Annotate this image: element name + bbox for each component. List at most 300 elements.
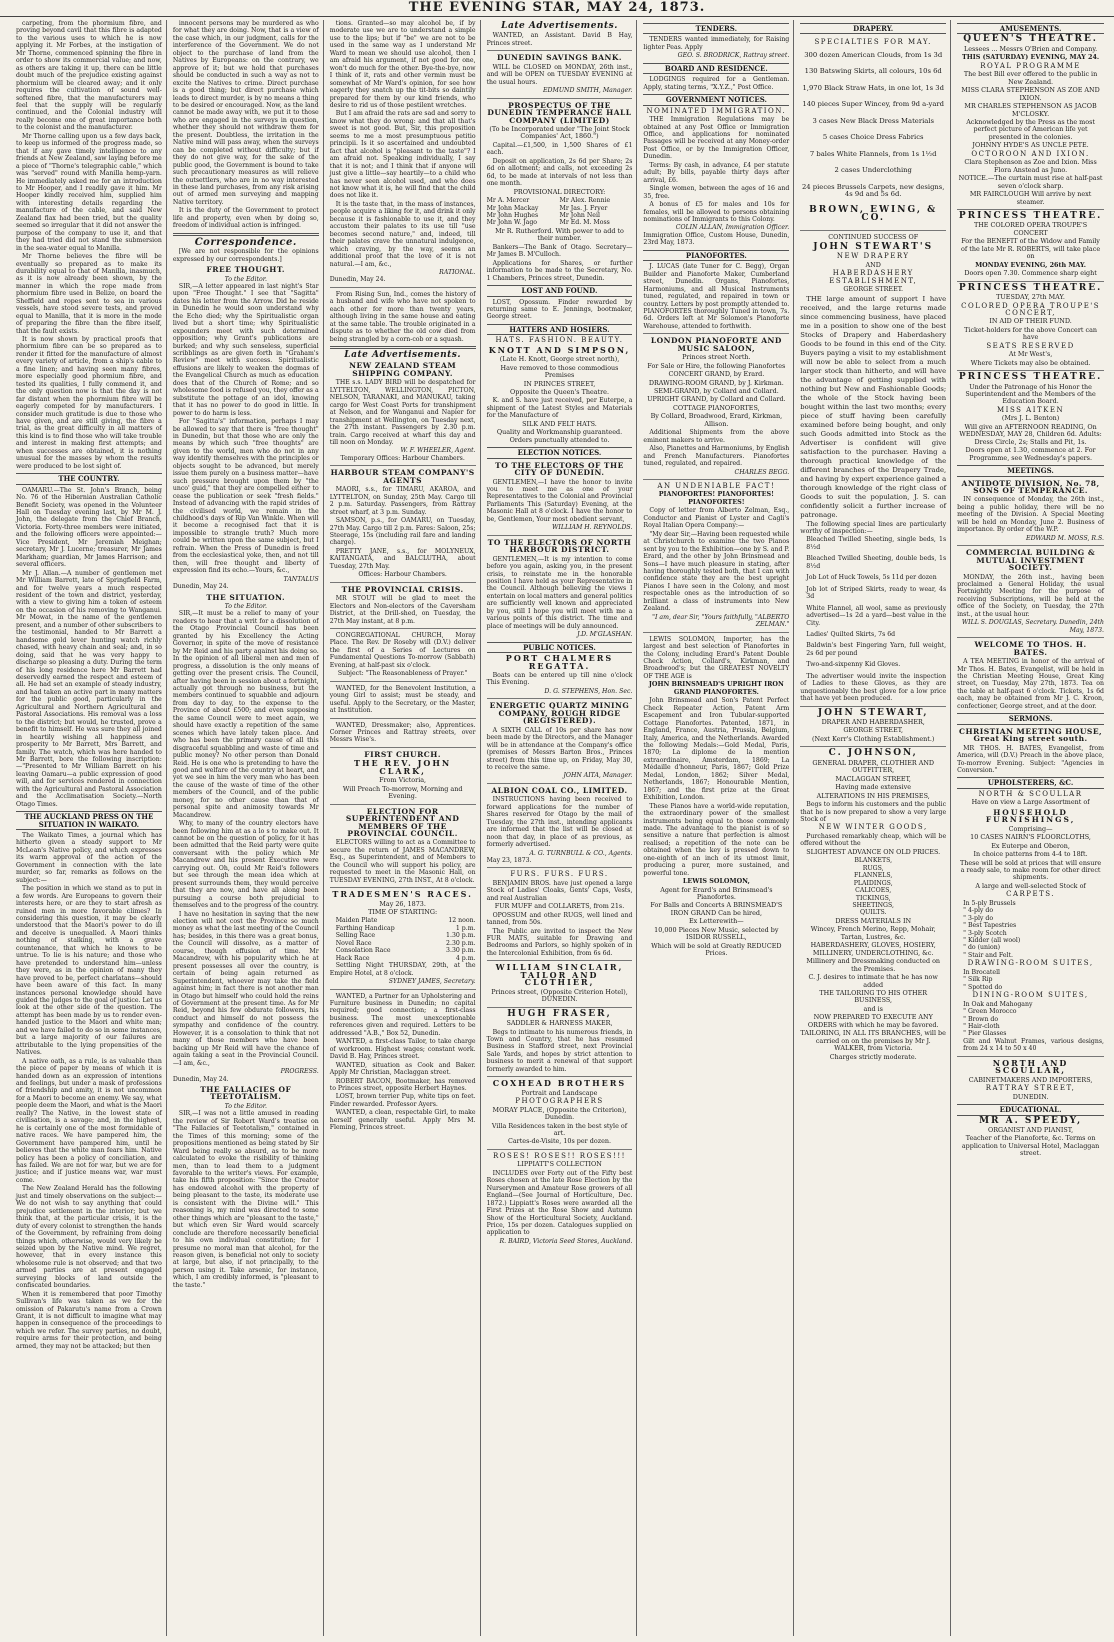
- letter-to: To the Editor.: [224, 1102, 267, 1110]
- divider: [643, 333, 789, 334]
- ad-text: TUESDAY, 27th MAY.: [996, 293, 1065, 302]
- ad-title: HARBOUR STEAM COMPANY'S AGENTS: [330, 468, 475, 485]
- carpet-item: " 3-ply do: [963, 914, 994, 922]
- ad-text: Clara Stephenson as Zoe and Ixion. Miss Flora Anstead as Juno.: [964, 158, 1097, 174]
- carpet-item: " Best Tapestries: [963, 922, 1017, 930]
- column-4: [485, 20, 638, 1636]
- ad-title: ALBION COAL CO., LIMITED.: [491, 785, 628, 795]
- letter-text: Why, to many of the country electors have been following him at as a lo s to make out. It cannot be on the question of policy, for it has been admitted that the Reid party were quite conversant with the policy which Mr Macandrew and his present Executive were carrying out. Oh, could Mr Reid's followers but see through the mean idea which at present surrounds them, they would perceive that they are now, and have all along been pursuing a course both prejudicial to themselves and to the progress of the country.: [172, 820, 319, 910]
- race-name: Hack Race: [335, 954, 370, 962]
- ad-title: HUGH FRASER,: [507, 1008, 612, 1019]
- ad-signature: SYDNEY JAMES, Secretary.: [388, 978, 476, 986]
- races-list: [336, 917, 476, 962]
- ad-text: IN AID OF THEIR FUND.: [989, 317, 1072, 326]
- late-advertisements-heading: Late Advertisements.: [501, 21, 618, 31]
- ad-text: Which will be sold at Greatly REDUCED Prices.: [651, 941, 782, 958]
- ad-signature: COLIN ALLAN, Immigration Officer.: [675, 224, 790, 232]
- divider: [330, 582, 476, 583]
- carpet-item: " Stair and Felt.: [963, 951, 1013, 959]
- ad-title: JOHN STEWART,: [817, 707, 929, 718]
- director-name: Mr John Hughes: [486, 211, 539, 219]
- director-name: Mr Ed. M. Moss: [559, 219, 610, 227]
- divider: [330, 804, 476, 805]
- ad-text: LEWIS SOLOMON, Importer, has the largest and best selection of Pianofortes in the Colony, including Erard's Patent Double Check Action, Collard's, Kirkman, and Broadwood's; but the GREATEST NOVELTY OF THE AGE is: [643, 635, 790, 680]
- ad-text: Acknowledged by the Press as the most perfect picture of American life yet presented in the colonies.: [966, 117, 1095, 141]
- race-row: [336, 932, 476, 939]
- ad-signature: WILL S. DOUGLAS, Secretary. Dunedin, 24th May, 1873.: [961, 619, 1104, 634]
- ad-text: MONDAY, the 26th inst., having been proclaimed a General Holiday, the usual Fortnightly Meeting for the purpose of receiving Subscriptions, will be held at the office of the Society, on Tuesday, the 27th inst., at the usual hour.: [957, 573, 1104, 618]
- disclaimer: [We are not responsible for the opinions expressed by our correspondents.]: [172, 248, 319, 263]
- ad-text: J. LUCAS (late Tuner for C. Begg), Organ Builder and Pianoforte Maker, Cumberland street, Dunedin. Organs, Pianofortes, Harmoniums, and all Musical Instruments tuned, regulated, and repaired in town or country. Letters by post promptly attended to. PIANOFORTES thoroughly Tuned in town, 7s. 6d. Orders left at Mr Solomon's Pianoforte Warehouse, attended to forthwith.: [643, 263, 790, 330]
- dining-suite-item: " Hair-cloth: [963, 1023, 1000, 1031]
- ad-text: WANTED, for the Benevolent Institution, a young Girl to assist; must be steady, and useful. Apply to the Secretary, or the Master, at Institution.: [329, 684, 476, 715]
- letter-title: FREE THOUGHT.: [206, 265, 286, 275]
- directors-list: [487, 197, 633, 227]
- column-7: [955, 20, 1108, 1636]
- ad-text: DRAPER AND HABERDASHER,: [821, 718, 925, 727]
- divider: [330, 989, 476, 990]
- ad-text: PHOTOGRAPHERS: [515, 1097, 604, 1106]
- ad-text: MAORI, s.s., for TIMARU, AKAROA, and LYTTELTON, on Sunday, 25th May. Cargo till 2 p.m. Saturday. Passengers, from Rattray street wharf, at 3 p.m. Sunday.: [329, 486, 476, 516]
- ad-title: JOHN BRINSMEAD'S UPRIGHT IRON GRAND PIANOFORTES.: [648, 680, 784, 696]
- ad-text: THIS (SATURDAY) EVENING, MAY 24.: [961, 53, 1100, 62]
- article-text: It is the duty of the Government to protect life and property, even when by doing so, freedom of individual action is infringed.: [172, 207, 319, 230]
- goods-item: BLANKETS,: [854, 857, 893, 865]
- article-text: The New Zealand Herald has the following just and timely observations on the subject:—We do not wish to say anything that could prejudice settlement in the interior; but we think that, at the particular crisis, it is the duty of every colonist to strengthen the hands of the Government, by refraining from doing things which, otherwise, would very likely be seized upon by the Native mind. We regret, however, that in every instance this wholesome rule is not observed; and that two armed parties are at present engaged surveying blocks of land outside the confiscated boundaries.: [16, 1185, 162, 1290]
- ad-title: HOUSEHOLD FURNISHINGS,: [985, 807, 1076, 825]
- ad-text: FUR MUFF and COLLARETS, from 21s.: [494, 902, 625, 911]
- ad-title: TO THE ELECTORS OF NORTH HARBOUR DISTRICT.: [487, 537, 632, 555]
- letter-text: I have no hesitation in saying that the new election will not cost the Province so much money as what the last meeting of the Council has; besides, in this there was a great bonus, the Council will dissolve, as a matter of course, though effusion of time. Mr Macandrew, with his popularity which he at present possesses all over the country, is certain of being again returned as Superintendent, whoever may take the field against him; in fact there is not another man in Otago but himself who could hold the reins of Government at the present time. As for Mr Reid, beyond his few obdurate followers, his conduct and himself do not possess the sympathy and confidence of the country. However, it is a consolation to think that not many of those members who have been backing up Mr Reid will have the chance of again taking a seat in the Provincial Council.—I am, &c.,: [172, 910, 319, 1067]
- ad-text: GENTLEMEN,—It is my intention to come before you again, asking you, in the present crisis, to reinstate me in the honorable position I have held as your Representative in the Council. Although believing the views I entertain on local matters and general politics are sufficiently well known and appreciated by you, still I hope you will meet with me a various points of this district. The time and place of meetings will be duly announced.: [486, 555, 633, 630]
- ad-text: MONDAY EVENING, 26th MAY.: [975, 260, 1087, 269]
- ad-title: CARPETS.: [1006, 890, 1056, 899]
- ad-text: PROVISIONAL DIRECTORY:: [513, 187, 606, 196]
- ad-text: Additional Shipments from the above eminent makers to arrive.: [643, 429, 790, 444]
- ad-text: MR STOUT will be glad to meet the Electors and Non-electors of the Caversham District, at the Drill-shed, on Tuesday, the 27th May instant, at 8 p.m.: [329, 595, 476, 625]
- column-2: [171, 20, 324, 1636]
- section-heading: MEETINGS.: [957, 465, 1104, 476]
- ad-title: PORT CHALMERS REGATTA.: [505, 653, 614, 671]
- ad-text: Capital.—£1,500, in 1,500 Shares of £1 each.: [486, 141, 633, 157]
- ad-text: ORGANIST AND PIANIST,: [987, 1126, 1074, 1134]
- ad-text: SAMSON, p.s., for OAMARU, on Tuesday, 27th May. Cargo till 2 p.m. Fares: Saloon, 25s; Steerage, 15s (including rail fare and landing charge).: [329, 517, 476, 547]
- section-heading: PIANOFORTES.: [643, 250, 789, 261]
- divider: [643, 479, 789, 480]
- ad-signature: EDWARD M. MOSS, R.S.: [1026, 534, 1104, 542]
- letter-signature: RATIONAL.: [439, 268, 476, 276]
- ad-text: WANTED, situation as Cook and Baker. Apply Mr Christian, Maclaggan street.: [329, 1061, 476, 1077]
- director-name: Mr John Neil: [559, 211, 600, 219]
- ad-text: For the BENEFIT of the Widow and Family of the late Mr R. ROBERTS, will take place on: [961, 237, 1101, 261]
- ad-text: Villa Residences taken in the best style of art.: [491, 1121, 628, 1137]
- section-heading: GOVERNMENT NOTICES.: [643, 94, 789, 105]
- article-text: A native oath, as a rule, is as valuable than the piece of paper by means of which it is handed down as an expression of intentions and feelings, but under a mask of professions of friendship and amity, it is not uncommon for a Maori to become an enemy. We say, what people deem the Maori, and what is the Maori really? The Native, in the lowest state of civilisation, is a savage; and, in the highest, he is certainly one of the most formidable of native races. We have pampered him, the Government have pampered him, until he believes that the white man fears him. Native policy has been a policy of conciliation, and has failed. We are not for war, but we are for justice; and if justice means war, war must come.: [16, 1057, 162, 1184]
- ad-text: Cartes-de-Visite, 10s per dozen.: [507, 1137, 611, 1146]
- ad-text: Copy of letter from Alberto Zelman, Esq., Conductor and Pianist of Lyster and Cagli's Royal Italian Opera Company:—: [643, 507, 790, 530]
- divider: [173, 233, 319, 236]
- ad-text: Ex Letterewith—: [689, 917, 744, 926]
- divider: [330, 747, 476, 748]
- ad-text: SADDLER & HARNESS MAKER,: [506, 1019, 613, 1028]
- ad-text: DRAWING-ROOM GRAND, by J. Kirkman.: [648, 378, 784, 387]
- drawing-suites-list: [963, 969, 1104, 991]
- section-heading: EDUCATIONAL.: [957, 1104, 1104, 1115]
- ad-text: GENTLEMEN,—I have the honor to invite you to meet me as one of your Representatives to the Colonial and Provincial Parliaments This (Saturday) Evening, at the Masonic Hall at 8 o'clock. I have the honor to be, Gentlemen, Your most obedient servant,: [486, 478, 633, 523]
- ad-title: DUNEDIN SAVINGS BANK.: [496, 53, 623, 63]
- divider: [487, 698, 633, 699]
- ad-title: C. JOHNSON,: [828, 748, 918, 759]
- carpet-item: In 5-ply Brussels: [963, 899, 1016, 907]
- article-text: The position in which we stand as to put in a few words. Are Europeans to govern their interests here, or are they to start afresh as ruined men in more favorable climes? In considering this question, it may be clearly understood that the Maori's power to do ill and deceive is unequalled. A Maori thinks nothing of stalking, with a grave countenance, that which he knows to be untrue. To lie is his nature; and those who have pretended to understand him—unless they were, as in the opinion of many they have proved to be, perfect charlatans—should have been aware of this fact. In many instances personal knowledge should have guided the judges to the goal of justice. Let us look at the other side of the question. The attempt has been made by us to render even-handed justice to the Maori and white man; and we have failed to do so in some instances, but a large majority of our failures are attributable to the lying propensities of the Natives.: [16, 885, 162, 1057]
- divider: [487, 867, 633, 868]
- ad-title: PRINCESS THEATRE.: [958, 210, 1103, 221]
- article-text: It is now shown by practical proofs that phormium fibre can be so prepared as to render it fitted for the manufacture of almost every variety of article, from a ship's cable to a fine linen; and having seen many fibres, more especially good phormium fibre, and tested its qualities, I fully commend it, and the only question now is that the day is not far distant when the phormium fibre will be eagerly competed for by manufacturers. I consider much gratitude is due to those who have given, and are still giving, the fibre a trial, as the great difficulty in all matters of this kind is to find those who will take trouble and interest in making first attempts; and when successes are obtained, it is nothing unusual for the masses by whom the results were produced to be lost sight of.: [16, 336, 162, 470]
- ad-text: NOW PREPARED TO EXECUTE ANY ORDERS with which he may be favored.: [807, 1013, 939, 1029]
- article-text: Mr Thorne calling upon us a few days back, to keep us informed of the progress made, so that if any gave timely intelligence to any friends at New Zealand, saw laying before me a piece of "Thorne's telegraphic cable," which was "served" round with Manilla hemp-yarn. He immediately asked me for an introduction to Mr Hooper, and I readily gave it him. Mr Hooper kindly received him, supplied him with interesting details regarding the manufacture of the cable, and said New Zealand flax had been tried, but the quality seemed so irregular that it did not answer the purpose of the company to use it, and that they had tried did not stand the submersion in the sea-water equal to Manilla.: [16, 132, 162, 252]
- article-text: When it is remembered that poor Timothy Sullivan's life was taken as we for the omission of Pakarutu's name from a Crown Grant, it is not difficult to imagine what may happen in consequence of the proceedings to which we refer. The survey parties, no doubt, require arms for their protection, and being armed, they may not be attacked; but then: [16, 1290, 162, 1350]
- dining-suites-list: [963, 1001, 1104, 1053]
- ad-text: A SIXTH CALL of 10s per share has now been made by the Directors, and the Manager will be in attendance at the Company's office (premises of Messrs Barton Bros., Princes street) from this time up, on Friday, May 30, to receive the same.: [486, 726, 633, 771]
- ad-text: INCLUDES over Forty out of the Fifty best Roses chosen at the late Rose Election by the Nurserymen and Amateur Rose growers of all England—(See Journal of Horticulture, Dec. 1872.) Lippiatt's Roses were awarded all the First Prizes at the Rose Show and Autumn Show of the Horticultural Society, Auckland. Price, 15s per dozen. Catalogues supplied on application to: [486, 1169, 633, 1237]
- ad-title: PIANOFORTES! PIANOFORTES! PIANOFORTES!: [658, 490, 774, 506]
- ad-text: Princes street North.: [682, 353, 751, 362]
- divider: [957, 1056, 1104, 1057]
- divider: [330, 465, 476, 466]
- divider: [800, 746, 946, 747]
- ad-text: These Pianos have a world-wide reputation, the extraordinary power of the smallest instruments being equal to those commonly made. The advantage to the pianist is of so sensitive a nature that perfection is almost realised; a repetition of the note can be obtained when the key is pressed down to one-eighth of an inch of its utmost limit, producing a purer, more sustained, and powerful tone.: [643, 802, 790, 877]
- ad-signature: GEO. S. BRODRICK, Rattray street.: [677, 52, 790, 60]
- ad-text: Begs to inform his customers and the public that he is now prepared to show a very large Stock of: [800, 801, 947, 824]
- ad-text: CONCERT GRAND, by Erard.: [668, 370, 765, 379]
- article-text: From Rising Sun, Ind., comes the history of a husband and wife who have not spoken to each other for more than twenty years, although living in the same house and eating at the same table. The trouble originated in a dispute as to whether the old cow died from being strangled by a corn-cob or a squash.: [329, 290, 476, 343]
- ad-text: INSTRUCTIONS having been received to forward applications for the number of Shares reserved for Otago by the mail of Tuesday, the 27th inst., intending applicants are informed that the list will be closed at noon that day, in place of as previous, as formerly advertised.: [486, 796, 633, 849]
- director-name: Mr Jas. J. Fryer: [559, 204, 608, 212]
- special-line-item: Baldwin's best Fingering Yarn, full weight, 2s 6d per pound: [806, 642, 947, 657]
- dining-suite-item: In Oak and Mahogany: [963, 1000, 1033, 1008]
- ad-text: The following special lines are particularly worthy of inspection:—: [800, 520, 947, 535]
- ad-title: PRINCESS THEATRE.: [958, 372, 1103, 383]
- specialty-item: 130 Batswing Skirts, all colours, 10s 6d: [804, 67, 942, 76]
- ad-text: Portrait and Landscape: [521, 1088, 598, 1097]
- ad-title: BROWN, EWING, & CO.: [809, 205, 938, 223]
- divider: [487, 50, 633, 51]
- divider: [330, 681, 476, 682]
- ad-text: C. J. desires to intimate that he has now added: [808, 973, 938, 989]
- divider: [643, 632, 789, 633]
- divider: [487, 1007, 633, 1008]
- article-text: Mr Thorne believes the fibre will be eventually so prepared as to make its durability equal to that of Manilla, inasmuch, as it is now already been shown, by the manner in which the rope made from phormium fibre used in Belize, on board the Sheffield and ropes sent to sea in various vessels, have stood severe tests, and proved equal to Manilla, that it is more in the mode of preparing the fibre than the fibre itself, that the fault exists.: [16, 253, 162, 335]
- ad-title: MR A. SPEEDY,: [979, 1115, 1083, 1126]
- ad-title: ELECTION FOR SUPERINTENDENT AND MEMBERS OF THE PROVINCIAL COUNCIL.: [345, 806, 460, 838]
- ad-text: For Sale or Hire, the following Pianofortes: [647, 361, 786, 370]
- article-text: OAMARU.—The St. John's Branch, being No. 76 of the Hibernian Australian Catholic Benefit Society, was opened in the Volunteer Hall on Tuesday evening last, by Mr M. J. John, the delegate from the Chief Branch, Victoria. Forty-three members were initiated, and the following officers were appointed:— Vice President, Mr Jeremiah Meighan; secretary, Mr J. Lucerne; treasurer, Mr James Markham; guardian, Mr James Harrison; and several officers.: [16, 486, 162, 569]
- divider: [957, 637, 1104, 638]
- letter-to: To the Editor.: [224, 275, 267, 283]
- ad-title: LONDON PIANOFORTE AND MUSIC SALOON,: [650, 336, 782, 353]
- ad-text: A large and well-selected Stock of: [975, 881, 1086, 890]
- ad-text: WANTED, Dressmaker; also, Apprentices. Corner Princes and Rattray streets, over Messrs Wise's.: [329, 721, 476, 744]
- ad-title: PRINCESS THEATRE.: [958, 282, 1103, 293]
- ad-text: MACLAGGAN STREET,: [835, 774, 911, 783]
- ad-text: K. and S. have just received, per Euterpe, a shipment of the Latest Styles and Materials for the Manufacture of: [486, 397, 633, 420]
- ad-text: Will give an AFTERNOON READING, On WEDNESDAY, MAY 28, Children 6d. Adults: Dress Circle, 2s; Stalls and Pit, 1s.: [959, 422, 1102, 446]
- section-heading: HATTERS AND HOSIERS.: [487, 324, 633, 335]
- ad-text: The Public are invited to inspect the New FUR MATS, suitable for Drawing and Bedrooms and Parlors, so highly spoken of in the Intercolonial Exhibition, from 6s 6d.: [486, 927, 633, 957]
- ad-text: RATTRAY STREET,: [985, 1084, 1076, 1093]
- section-heading: SERMONS.: [957, 713, 1104, 724]
- race-name: Selling Race: [335, 932, 376, 940]
- ad-title: THE REV. JOHN CLARK,: [354, 758, 452, 776]
- goods-item: QUILTS.: [859, 909, 887, 917]
- ad-text: Teacher of the Pianoforte, &c. Terms on application to Universal Hotel, Maclaggan street.: [961, 1134, 1100, 1158]
- divider: [330, 346, 476, 349]
- ad-text: WANTED, a first-class Tailor, to take charge of workroom. Highest wages; constant work. David B. Hay, Princes street.: [329, 1038, 476, 1061]
- ad-title: MISS AITKEN: [997, 405, 1065, 414]
- ad-text: A TEA MEETING in honor of the arrival of Mr Thos. H. Bates, Evangelist, will be held in the Christian Meeting House, Great King street, on Tuesday, May 27th, 1873. Tea on the table at half-past 6 o'clock. Tickets, 1s 6d each, may be obtained from Mr J. C. Kroon, confectioner, George street, and at the door.: [957, 658, 1104, 710]
- ad-text: TAILORING, IN ALL ITS BRANCHES, will be carried on on the premises by Mr J. WALKER, from Victoria.: [800, 1029, 946, 1053]
- specialty-item: 140 pieces Super Wincey, from 9d a-yard: [802, 100, 945, 109]
- dining-suite-item: Gilt and Walnut Frames, various designs, from 24 x 14 to 50 x 40: [963, 1037, 1104, 1053]
- divider: [487, 1149, 633, 1150]
- carpet-item: " do (union): [963, 944, 1001, 952]
- ad-text: Millinery and Dressmaking conducted on the Premises.: [806, 957, 941, 973]
- ad-text: 10 CASES NAIRN'S FLOORCLOTHS,: [970, 833, 1091, 842]
- divider: [330, 718, 476, 719]
- ad-text: Settling Night THURSDAY, 29th, at the Empire Hotel, at 8 o'clock.: [329, 962, 476, 977]
- carpet-item: " 3-ply Scotch: [963, 929, 1007, 937]
- specialties-list: [800, 52, 946, 199]
- race-row: [336, 925, 476, 932]
- ad-title: HABERDASHERY ESTABLISHMENT,: [829, 269, 918, 285]
- ad-text: WANTED, a Partner for an Upholstering and Furniture business in Dunedin; no capital required; good connection; a first-class business. The most unexceptionable references given and required. Letters to be addressed "A.B.," Box 52, Dunedin.: [329, 992, 476, 1037]
- ad-text: These will be sold at prices that will ensure a ready sale, to make room for other direct shipments.: [959, 858, 1102, 882]
- ad-text: THE COLORED OPERA TROUPE'S CONCERT: [973, 221, 1088, 237]
- divider: [957, 281, 1104, 282]
- ad-text: (Mrs J. L. Benton): [1001, 414, 1060, 423]
- ad-text: Wincey, French Merino, Repp, Mohair, Tartan, Lustres, &c.: [810, 925, 936, 941]
- ad-text: LODGINGS required for a Gentleman. Apply, stating terms, "X.Y.Z.," Post Office.: [643, 76, 790, 91]
- ad-text: LOST, brown terrier Pup, white tips on feet. Finder rewarded. Professor Ayers.: [329, 1093, 476, 1108]
- ad-title: OCTOROON AND IXION.: [971, 149, 1090, 158]
- ad-text: IN consequence of Monday, the 26th inst., being a public holiday, there will be no meeting of the Division. A Special Meeting will be held on Monday, June 2. Business of importance. By order of the W.P.: [957, 496, 1104, 534]
- section-heading: BOARD AND RESIDENCE.: [643, 63, 789, 74]
- ad-text: Applications for Shares, or further information to be made to the Secretary, No. 1 Chambers, Princes street, Dunedin.: [486, 259, 633, 282]
- ad-text: Doors open at 1.30, commence at 2. For Programme, see Wednesday's papers.: [965, 446, 1096, 462]
- ad-text: CONTINUED SUCCESS OF: [828, 233, 919, 242]
- ad-title: TO THE ELECTORS OF THE CITY OF DUNEDIN.: [495, 460, 624, 478]
- ad-text: For Balls and Concerts A BRINSMEAD'S IRON GRAND Can be hired,: [650, 901, 783, 917]
- race-name: Consolation Race: [335, 947, 391, 955]
- carpets-list: [963, 900, 1104, 960]
- special-line-item: Job Lot of Huck Towels, 5s 11d per dozen: [806, 574, 937, 582]
- special-line-item: Two-and-sixpenny Kid Gloves.: [806, 661, 901, 669]
- ad-text: Offices: Harbour Chambers.: [358, 571, 447, 579]
- race-row: [336, 947, 476, 954]
- ad-text: The advertiser would invite the inspection of Ladies to these Gloves, as they are unquestionably the best glove for a low price that have yet been produced.: [800, 672, 947, 703]
- letter-text: SIR,—It must be a relief to many of your readers to hear that a writ for a dissolution of the Otago Provincial Council has been granted by his Excellency the Acting Governor, in spite of the move of resistance by Mr Reid and his party against his doing so. In the opinion of all liberal men and men of progress, a dissolution is the only means of getting over the present crisis. The Council, after having been in session about a fortnight, actually got through no business, but the members continued to squabble and adjourn from day to day, to the expense to the Province of about £500; and even supposing the same Council were to meet again, we should have exactly a repetition of the same scenes which have lately taken place. And who has been the primary cause of all this disgraceful squabbling and waste of time and public money? No other person than Donald Reid. He is one who is pretending to have the good and welfare of the country at heart, and yet we see in him the very man who has been the cause of the waste of time of the other members of the Council, and of the public money, for no other cause than that of personal spite and animosity towards Mr Macandrew.: [172, 610, 319, 819]
- ad-title: COXHEAD BROTHERS: [492, 1078, 627, 1089]
- section-heading: PUBLIC NOTICES.: [487, 642, 633, 653]
- ad-text: THE Immigration Regulations may be obtained at any Post Office or Immigration Office, and applications for nominated Passages will be received at any Money-order Post Office, or by the Immigration Officer, Dunedin.: [643, 116, 790, 161]
- ad-signature: A. G. TURNBULL & CO., Agents.: [529, 849, 633, 857]
- special-lines-list: [800, 536, 946, 668]
- ad-text: AND: [865, 260, 881, 269]
- race-time: 3.30 p.m.: [446, 947, 476, 955]
- section-heading-country: THE COUNTRY.: [16, 473, 162, 484]
- ad-text: SILK AND FELT HATS.: [522, 419, 597, 428]
- divider: [957, 370, 1104, 371]
- correspondence-heading: Correspondence.: [194, 236, 297, 248]
- special-line-item: Bleached Twilled Sheeting, single beds, 1s 8½d: [806, 536, 947, 551]
- drawing-suite-item: " Silk Rip: [963, 976, 993, 984]
- specialty-item: 300 dozen American Clouds, from 1s 3d: [804, 50, 943, 59]
- ad-signature: WILLIAM H. REYNOLDS.: [552, 524, 633, 532]
- ad-title: HATS. FASHION. BEAUTY.: [495, 336, 624, 345]
- divider: [487, 535, 633, 536]
- dining-suite-item: " Brown do: [963, 1015, 999, 1023]
- ad-title: NEW ZEALAND STEAM SHIPPING COMPANY.: [349, 361, 457, 378]
- goods-item: PLAIDINGS,: [853, 879, 893, 887]
- director-name: Mr John W. Jago: [486, 219, 538, 227]
- ad-title: NOMINATED IMMIGRATION.: [646, 106, 787, 115]
- ad-text: LIPPIATT'S COLLECTION: [517, 1160, 602, 1169]
- ad-text: SEMI-GRAND, by Collard and Collard.: [653, 387, 779, 396]
- ad-text: Mr R. Rutherford. With power to add to their number.: [495, 226, 624, 243]
- ad-title: LEWIS SOLOMON,: [682, 877, 750, 886]
- section-heading-auckland: THE AUCKLAND PRESS ON THE SITUATION IN WAIKATO.: [16, 811, 162, 830]
- letter-text: SIR,—I was not a little amused in reading the review of Sir Robert Ward's treatise on "The Fallacies of Teetotalism," contained in the Times of this morning; some of the propositions mentioned as being stated by Sir Ward being really so absurd, as to be more calculated to evoke the risibility of thinking men, than to lead them to a judgment favorable to the writer's views. For example, take his fifth proposition: "Since the Creator has endowed alcohol with the property of being pleasant to the taste, its moderate use is consistent with the Divine will." This reasoning is, my mind was directed to some other things which are "pleasant to the taste," but which even Sir Ward would scarcely conclude are therefore necessarily beneficial to his own individual constitution; for I presume no moral man that alcohol, for the reason given, is beneficial not only to society at large, but also, if not principally, to the person using it. Take arsenic, for instance, which, I am credibly informed, is "pleasant to the taste.": [172, 1110, 319, 1289]
- ad-title: ROYAL PROGRAMME: [980, 61, 1081, 70]
- ad-title: PROSPECTUS OF THE DUNEDIN TEMPERANCE HALL COMPANY (LIMITED): [487, 100, 632, 125]
- race-row: [336, 917, 476, 924]
- divider: [487, 1076, 633, 1077]
- ad-text: Comprising—: [1008, 824, 1053, 833]
- ad-title: NORTH AND SCOULLAR,: [992, 1057, 1069, 1076]
- dining-suite-item: " Green Morocco: [963, 1008, 1017, 1016]
- ad-text: May 23, 1873.: [486, 856, 532, 864]
- ad-text: Lessees ... Messrs O'Brien and Company.: [963, 44, 1098, 53]
- ad-text: DRESS MATERIALS IN: [835, 916, 912, 925]
- specialty-item: 7 bales White Flannels, from 1s 1½d: [809, 149, 937, 158]
- ad-text: TIME OF STARTING:: [368, 908, 438, 917]
- ad-text: JOHNNY HYDE'S AS UNCLE PETE.: [972, 141, 1089, 150]
- drawing-suite-item: " Spotted do: [963, 983, 1003, 991]
- goods-item: TICKINGS,: [855, 894, 891, 902]
- ad-text: Temporary Offices: Harbour Chambers.: [340, 454, 465, 462]
- letter-date: Dunedin, May 24.: [172, 1075, 229, 1083]
- ad-text: At Mr West's,: [1008, 350, 1053, 359]
- race-time: 1 p.m.: [455, 924, 476, 932]
- ad-title: CHRISTIAN MEETING HOUSE, Great King street south.: [958, 726, 1103, 744]
- ad-text: Ticket-holders for the above Concert can have: [964, 325, 1097, 342]
- ad-signature: "I am, dear Sir, "Yours faithfully, "ALBERTO ZELMAN.": [652, 613, 790, 629]
- section-heading: LOST AND FOUND.: [487, 285, 633, 296]
- carpet-item: " Kidder (all wool): [963, 937, 1021, 945]
- divider: [487, 783, 633, 784]
- ad-text: GEORGE STREET,: [843, 726, 904, 735]
- ad-text: Princes street, (Opposite Criterion Hotel), DUNEDIN.: [491, 987, 628, 1004]
- ad-text: Bankers—The Bank of Otago. Secretary—Mr James B. M'Culloch.: [486, 243, 633, 259]
- ad-signature: R. BAIRD, Victoria Seed Stores, Auckland.: [499, 1237, 633, 1245]
- ad-text: (Next Kerr's Clothing Establishment.): [812, 734, 935, 743]
- ad-title: NEW DRAPERY: [836, 252, 910, 261]
- ad-text: A bonus of £5 for males and 10s for females, will be allowed to persons obtaining nominations of Immigrants to this Colony.: [643, 201, 790, 223]
- director-name: Mr Alex. Rennie: [559, 197, 611, 205]
- ad-title: ANTIDOTE DIVISION, No. 78, SONS OF TEMPERANCE.: [961, 478, 1100, 496]
- ad-text: OPOSSUM and other RUGS, well lined and tanned, from 50s.: [486, 911, 633, 927]
- column-5: [641, 20, 794, 1636]
- letter-text: It is the taste that, in the mass of instances, people acquire a liking for it, and drink it only because it is fashionable to use it, and they accustom their palates to its use till "use becomes second nature," and, indeed, till their palates crave the unnatural indulgence, which craving, by the way, seems an additional proof that the love of it is not natural.—I am, &c.,: [329, 200, 476, 268]
- ad-text: MORAY PLACE, (Opposite the Criterion), Dunedin.: [492, 1105, 627, 1122]
- ad-text: MISS CLARA STEPHENSON AS ZOE AND IXION.: [961, 86, 1100, 102]
- race-name: Novel Race: [335, 939, 372, 947]
- race-time: 1.30 p.m.: [446, 932, 476, 940]
- ad-text: Where Tickets may also be obtained.: [970, 358, 1091, 367]
- ad-text: Also, Pianettes and Harmoniums, by English and French Manufacturers. Pianofortes tuned, regulated, and repaired.: [643, 445, 790, 468]
- ad-text: HABERDASHERY, GLOVES, HOSIERY, MILLINERY, UNDERCLOTHING, &c.: [810, 941, 936, 957]
- ad-text: Begs to intimate to his numerous friends, in Town and Country, that he has resumed Business in Stafford street, next Provincial Sale Yards, and hopes by strict attention to business to merit a renewal of that support formerly awarded to him.: [486, 1028, 633, 1073]
- ad-text: Ex Euterpe and Oberon,: [991, 841, 1070, 850]
- ad-text: The best Bill ever offered to the public in New Zealand.: [963, 70, 1098, 86]
- special-line-item: Bleached Twilled Sheeting, double beds, 1s 8½d: [806, 555, 947, 570]
- race-row: [336, 955, 476, 962]
- ad-text: LOST, Opossum. Finder rewarded by returning same to E. Jennings, bootmaker, George street.: [486, 298, 633, 321]
- race-time: 2.30 p.m.: [446, 939, 476, 947]
- divider: [330, 887, 476, 888]
- goods-list: [800, 857, 946, 917]
- ad-signature: EDMUND SMITH, Manager.: [543, 87, 633, 95]
- ad-signature: CHARLES BEGG.: [734, 468, 790, 476]
- ad-text: Agent for Erard's and Brinsmead's Pianofortes.: [660, 885, 773, 902]
- ad-text: UPRIGHT GRAND, by Collard and Collard.: [647, 395, 786, 404]
- ad-text: Deposit on application, 2s 6d per Share; 2s 6d on allotment; and calls, not exceeding 2s 6d, to be made at intervals of not less than one month.: [486, 157, 633, 188]
- divider: [800, 230, 946, 231]
- ad-text: IN PRINCES STREET,: [523, 379, 596, 388]
- divider: [487, 960, 633, 961]
- ad-title: TRADESMEN'S RACES.: [332, 889, 473, 900]
- ad-text: WANTED, an Assistant. David B Hay, Princes street.: [486, 32, 633, 47]
- ad-text: Have removed to those commodious Premises: [500, 363, 619, 380]
- ad-text: GEORGE STREET.: [843, 285, 904, 294]
- section-heading: DRAPERY.: [800, 23, 946, 34]
- article-text: Mr J. Allan.—A number of gentlemen met Mr William Barrett, late of Springfield Farm, and for twelve years a much respected resident of the town and district, yesterday, with a view to giving him a token of esteem on the occasion of his removing to Wanganui. Mr Mowat, in the name of the gentlemen present, and a number of other subscribers to the testimonial, handed to Mr Barrett a handsome gold lever hunting watch richly chased, with heavy chain and seal; and, in so doing, said that he was very happy to discharge so pleasing a duty. During the term of his long residence here Mr Barrett had deservedly earned the respect and esteem of all. He had set an example of steady industry, and had taken an active part in many matters for the public good, particularly in the Agricultural and Northern Agricultural and Pastoral Associations. His removal was a loss to the district; but would, he trusted, prove a benefit to himself. He was sure they all joined in heartily wishing all happiness and prosperity to Mr Barrett, Mrs Barrett, and family. The watch, which was here handed to Mr Barrett, bore the following inscription:—"Presented to Mr William Barrett on his leaving Oamaru—a public expression of good will, and for services rendered in connection with the Agricultural and Pastoral Association and the Acclimatisation Society.—North Otago Times.: [16, 569, 162, 808]
- ad-text: (To be Incorporated under "The Joint Stock Companies' Act, 1860."): [489, 124, 630, 141]
- specialty-item: 5 cases Choice Dress Fabrics: [822, 133, 924, 142]
- specialty-item: 24 pieces Brussels Carpets, new designs, 4s 9d and 5s 6d.: [801, 182, 945, 198]
- letter-signature: TANTALUS: [283, 575, 319, 583]
- ad-signature: D. G. STEPHENS, Hon. Sec.: [544, 687, 633, 695]
- specialty-item: 2 cases Underclothing: [834, 166, 912, 175]
- ad-text: PRETTY JANE, s.s., for MOLYNEUX, KAITANGATA, and BALCLUTHA, about Tuesday, 27th May.: [329, 547, 476, 570]
- ad-text: CONGREGATIONAL CHURCH, Moray Place. The Rev. Dr Roseby will (D.V.) deliver the first of a Series of Lectures on Fundamental Questions To-morrow (Sabbath) Evening, at half-past six o'clock.: [329, 631, 476, 669]
- ad-text: WILL be CLOSED on MONDAY, 26th inst., and will be OPEN on TUESDAY EVENING at the usual hours.: [486, 63, 633, 86]
- ad-text: BENJAMIN BROS. have just opened a large Stock of Ladies' Cloaks, Gents' Caps, Vests, and real Australian: [486, 879, 633, 902]
- ad-title: COMMERCIAL BUILDING & MUTUAL INVESTMENT SOCIETY.: [966, 548, 1096, 573]
- goods-item: FLANNELS,: [854, 872, 893, 880]
- letter-title: THE FALLACIES OF TEETOTALISM.: [200, 1084, 292, 1102]
- masthead: THE EVENING STAR, MAY 24, 1873.: [0, 0, 1114, 17]
- column-3: [328, 20, 481, 1636]
- ad-text: GENERAL DRAPER, CLOTHIER AND OUTFITTER,: [812, 758, 935, 775]
- ad-text: Opposite the Queen's Theatre.: [510, 388, 609, 397]
- goods-item: CALICOES,: [855, 887, 892, 895]
- ad-signature: J.D. M'GLASHAN.: [577, 631, 633, 639]
- column-1: [14, 20, 167, 1636]
- ad-signature: JOHN AITA, Manager.: [563, 772, 633, 780]
- ad-title: NEW WINTER GOODS,: [818, 823, 928, 832]
- ad-text: Single women, between the ages of 16 and 35, free.: [643, 185, 790, 200]
